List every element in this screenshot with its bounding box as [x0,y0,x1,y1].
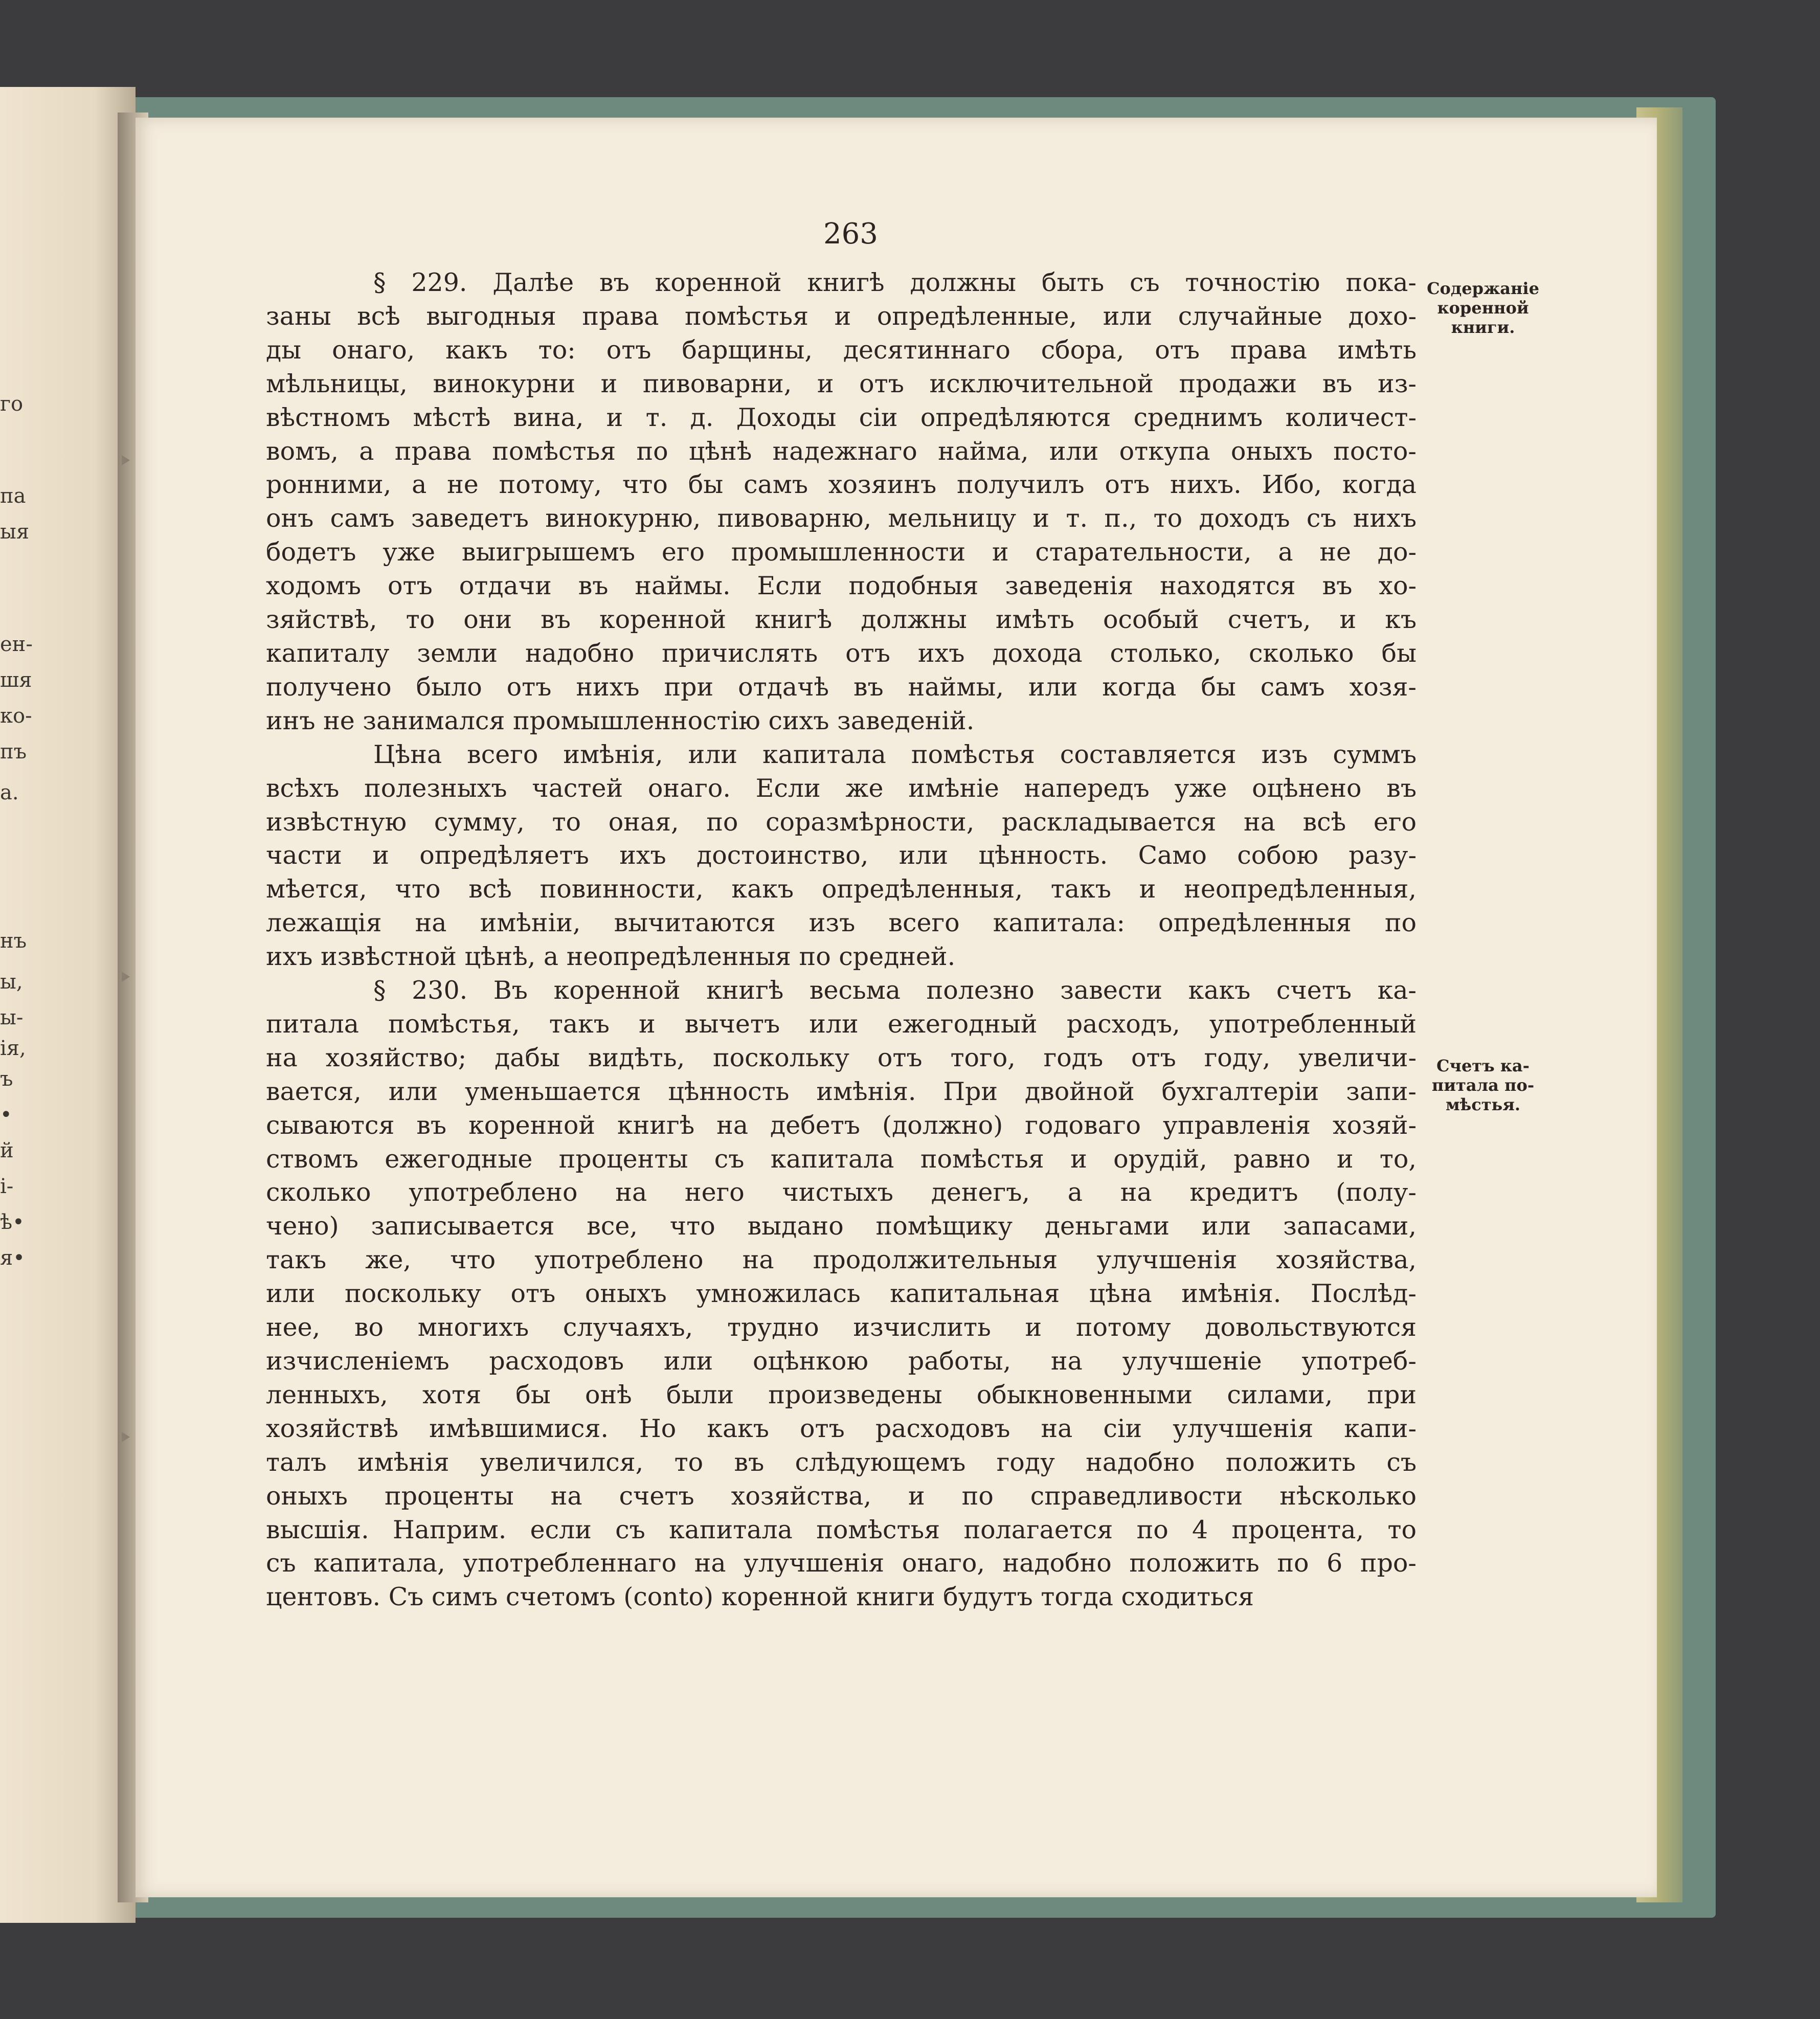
margin-note-line: питала по- [1431,1075,1535,1095]
text-line: чено) записывается все, что выдано помѣщику деньгами или запасами, [266,1212,1417,1241]
text-line: бодетъ уже выигрышемъ его промышленности и старательности, а не до- [266,537,1417,567]
text-line: хозяйствѣ имѣвшимися. Но какъ отъ расходовъ на сіи улучшенія капи- [266,1414,1417,1443]
left-fragment: я• [0,1246,25,1270]
margin-note-line: книги. [1451,318,1515,337]
text-line: ленныхъ, хотя бы онѣ были произведены обыкновенными силами, при [266,1380,1417,1409]
text-line: Цѣна всего имѣнія, или капитала помѣстья составляется изъ суммъ [373,739,1417,769]
paragraph-section-230 [266,974,1417,1614]
left-fragment: ы, [0,970,23,994]
page-number: 263 [823,217,878,251]
left-fragment: а. [0,781,19,804]
left-fragment: ы- [0,1006,24,1029]
text-line: вается, или уменьшается цѣнность имѣнія. При двойной бухгалтеріи запи- [266,1076,1417,1106]
left-fragment: й [0,1139,14,1162]
text-line: центовъ. Съ симъ счетомъ (conto) коренной книги будутъ тогда сходиться [266,1582,1254,1612]
text-line: или поскольку отъ оныхъ умножилась капитальная цѣна имѣнія. Послѣд- [266,1279,1417,1309]
left-page [0,87,136,1923]
left-fragment: ѣ• [0,1210,25,1234]
text-line: ронними, а не потому, что бы самъ хозяинъ получилъ отъ нихъ. Ибо, когда [266,470,1417,500]
text-line: ды онаго, какъ то: отъ барщины, десятиннаго сбора, отъ права имѣть [266,335,1417,365]
text-line: ихъ извѣстной цѣнѣ, а неопредѣленныя по средней. [266,942,956,972]
left-fragment: • [0,1103,12,1127]
margin-note-line: коренной [1437,298,1529,318]
page-marker-icon [122,1432,130,1442]
left-fragment: ія, [0,1037,26,1060]
text-line: капиталу земли надобно причислять отъ ихъ дохода столько, сколько бы [266,638,1417,668]
text-line: сываются въ коренной книгѣ на дебетъ (должно) годоваго управленія хозяй- [266,1110,1417,1140]
text-line: нее, во многихъ случаяхъ, трудно изчислить и потому довольствуются [266,1313,1417,1342]
text-line: высшія. Наприм. если съ капитала помѣстья полагается по 4 процента, то [266,1515,1417,1544]
left-fragment: нъ [0,929,27,953]
text-line: инъ не занимался промышленностію сихъ заведеній. [266,706,975,735]
left-fragment: ен- [0,633,33,656]
left-fragment: ъ [0,1067,13,1091]
text-line: вѣстномъ мѣстѣ вина, и т. д. Доходы сіи опредѣляются среднимъ количест- [266,402,1417,432]
text-line: оныхъ проценты на счетъ хозяйства, и по справедливости нѣсколько [266,1481,1417,1511]
text-line: изчисленіемъ расходовъ или оцѣнкою работы, на улучшеніе употреб- [266,1347,1417,1376]
left-fragment: пъ [0,740,27,764]
margin-note-line: Счетъ ка- [1436,1056,1530,1075]
margin-note-line: мѣстья. [1445,1095,1521,1114]
margin-note-contents [1417,279,1549,337]
page-marker-icon [122,455,130,465]
text-line: ствомъ ежегодные проценты съ капитала помѣстья и орудій, равно и то, [266,1144,1417,1174]
text-line: талъ имѣнія увеличился, то въ слѣдующемъ году надобно положить съ [266,1447,1417,1477]
left-fragment: ыя [0,520,30,544]
page-marker-icon [122,972,130,982]
text-line: части и опредѣляетъ ихъ достоинство, или цѣнность. Само собою разу- [266,841,1417,870]
text-line: съ капитала, употребленнаго на улучшенія онаго, надобно положить по 6 про- [266,1549,1417,1578]
left-fragment: па [0,484,26,508]
text-line: ходомъ отъ отдачи въ наймы. Если подобныя заведенія находятся въ хо- [266,571,1417,601]
text-line: извѣстную сумму, то оная, по соразмѣрности, раскладывается на всѣ его [266,807,1417,837]
text-line: на хозяйство; дабы видѣть, поскольку отъ того, годъ отъ году, увеличи- [266,1043,1417,1072]
left-fragment: ко- [0,704,32,728]
text-line: всѣхъ полезныхъ частей онаго. Если же имѣніе напередъ уже оцѣнено въ [266,773,1417,803]
text-line: лежащія на имѣніи, вычитаются изъ всего капитала: опредѣленныя по [266,908,1417,938]
text-line: питала помѣстья, такъ и вычетъ или ежегодный расходъ, употребленный [266,1009,1417,1039]
left-fragment: і- [0,1175,14,1198]
text-line: получено было отъ нихъ при отдачѣ въ наймы, или когда бы самъ хозя- [266,672,1417,702]
left-fragment: го [0,392,24,416]
text-line: § 230. Въ коренной книгѣ весьма полезно завести какъ счетъ ка- [373,976,1417,1005]
page-body [266,266,1417,1614]
margin-note-capital-account [1417,1056,1549,1114]
margin-note-line: Содержаніе [1427,279,1539,298]
text-line: онъ самъ заведетъ винокурню, пивоварню, мельницу и т. п., то доходъ съ нихъ [266,504,1417,533]
text-line: вомъ, а права помѣстья по цѣнѣ надежнаго найма, или откупа оныхъ посто- [266,436,1417,466]
text-line: § 229. Далѣе въ коренной книгѣ должны быть съ точностію пока- [373,268,1417,297]
paragraph-section-229 [266,266,1417,738]
text-line: мѣльницы, винокурни и пивоварни, и отъ исключительной продажи въ из- [266,369,1417,398]
paragraph-capital-value [266,738,1417,974]
text-line: сколько употреблено на него чистыхъ денегъ, а на кредитъ (полу- [266,1178,1417,1207]
text-line: заны всѣ выгодныя права помѣстья и опредѣленные, или случайные дохо- [266,301,1417,331]
text-line: мѣется, что всѣ повинности, какъ опредѣленныя, такъ и неопредѣленныя, [266,874,1417,904]
text-line: зяйствѣ, то они въ коренной книгѣ должны имѣть особый счетъ, и къ [266,605,1417,635]
left-fragment: шя [0,668,32,692]
text-line: такъ же, что употреблено на продолжительныя улучшенія хозяйства, [266,1245,1417,1275]
